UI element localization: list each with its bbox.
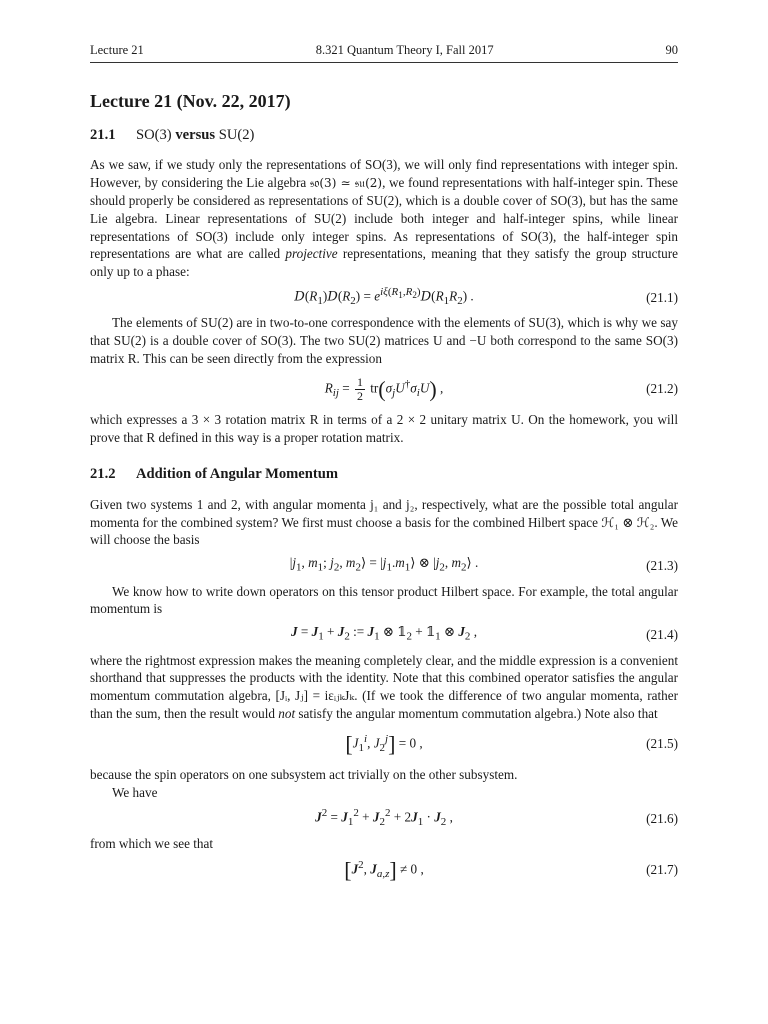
equation-body: $D(R_1)D(R_2) = e^{i\xi(R_1,R_2)}D(R_1R_2)$ . — [294, 286, 474, 308]
section-title-part: versus — [175, 126, 216, 143]
section-title: Addition of Angular Momentum — [136, 466, 339, 483]
paragraph: because the spin operators on one subsystem act trivially on the other subsystem. — [90, 767, 518, 783]
text-run: satisfy the angular momentum commutation algebra.) Note also that — [295, 705, 658, 721]
equation-body: $J = J_1 + J_2$ := $J_1$ ⊗ $𝟙_2$ + $𝟙_1$ ⊗ $J_2$ , — [290, 624, 478, 643]
section-title-part: SU(2) — [218, 126, 255, 143]
paragraph: from which we see that — [90, 836, 214, 852]
lecture-title: Lecture 21 (Nov. 22, 2017) — [90, 91, 291, 111]
text-run: where the rightmost expression makes the meaning completely clear, and the middle expression is a convenient shorthand that suppresses the products with the identity. Note that this combined operator satisfies the angular momentum commutation algebra, [Jᵢ, Jⱼ] = iεᵢⱼₖJₖ. (If we took the difference of two angular momenta, rather than the sum, then the result would — [90, 652, 678, 721]
equation-21-2 — [90, 367, 678, 411]
section-title-part: SO(3) — [136, 126, 172, 143]
equation-number: (21.7) — [646, 862, 678, 878]
paragraph: The elements of SU(2) are in two-to-one correspondence with the elements of SU(3), which is why we say that SU(2) is a double cover of SO(3). The two SU(2) matrices U and −U both correspond to the same SO(3) matrix R. This can be seen directly from the expression — [90, 315, 678, 366]
header-lecture: Lecture 21 — [90, 43, 144, 57]
equation-number: (21.4) — [646, 627, 678, 643]
text-run: , we found representations with half-integer spin. These should properly be considered as representations of SU(2), which is a double cover of SO(3), but has the same Lie algebra. Linear representations of SU(2) include both integer and half-integer spins, while linear representations of SO(3) include only integer spins. As representations of SO(3), the half-integer spin representations are what are called — [90, 174, 678, 262]
emphasis: not — [278, 705, 296, 721]
paragraph: We know how to write down operators on this tensor product Hilbert space. For example, the total angular momentum is — [90, 583, 678, 617]
equation-number: (21.5) — [646, 736, 678, 752]
equation-21-1 — [90, 280, 678, 314]
equation-body: $J^2 = J_1^2 + J_2^2 + 2J_1 \cdot J_2$ , — [315, 807, 453, 829]
paragraph — [90, 652, 678, 722]
header-rule — [90, 62, 678, 63]
math-inline: 𝔰𝔬(3) ≃ 𝔰𝔲(2) — [309, 175, 383, 190]
equation-21-4 — [90, 618, 678, 652]
header-course: 8.321 Quantum Theory I, Fall 2017 — [315, 43, 494, 57]
paragraph: We have — [112, 784, 158, 800]
section-heading-21-2 — [90, 466, 678, 484]
section-number: 21.1 — [90, 126, 116, 143]
page-header — [90, 43, 678, 58]
text-run: representations, meaning that they satisfy the group structure only up to a phase: — [90, 246, 678, 279]
equation-21-5 — [90, 722, 678, 766]
equation-body: [$J_1^i$, $J_2^j] = 0$ , — [345, 731, 423, 757]
equation-number: (21.3) — [646, 557, 678, 573]
section-heading-21-1 — [90, 127, 678, 145]
equation-number: (21.2) — [646, 381, 678, 397]
equation-21-7 — [90, 853, 678, 887]
text-run: As we saw, if we study only the representations of SO(3), we will only find representations with integer spin. However, by considering the Lie algebra — [90, 157, 678, 190]
equation-body: [$J^2$, $J_{a,z}] \ne 0$ , — [344, 857, 424, 883]
equation-21-3 — [90, 549, 678, 583]
paragraph: which expresses a 3 × 3 rotation matrix R in terms of a 2 × 2 unitary matrix U. On the homework, you will prove that R defined in this way is a proper rotation matrix. — [90, 412, 678, 445]
equation-body: $|j_1$, $m_1$; $j_2$, $m_2⟩$ = $|j_1.m_1⟩$ ⊗ $|j_2$, $m_2⟩$ . — [289, 555, 479, 574]
page-body — [90, 90, 678, 887]
equation-21-6 — [90, 801, 678, 835]
equation-body: $R_{ij}$ = $\frac{1}{2}$ $tr(\sigma_jU^\dagger\sigma_iU)$ , — [324, 374, 444, 403]
paragraph — [90, 156, 678, 280]
paragraph: Given two systems 1 and 2, with angular momenta j₁ and j₂, respectively, what are the possible total angular momenta for the combined system? We first must choose a basis for the combined Hilbert space ℋ₁ ⊗ ℋ₂. We will choose the basis — [90, 496, 678, 548]
equation-number: (21.6) — [646, 810, 678, 826]
header-page-number: 90 — [665, 43, 678, 57]
section-number: 21.2 — [90, 466, 116, 483]
emphasis: projective — [285, 246, 338, 262]
equation-number: (21.1) — [646, 289, 678, 305]
